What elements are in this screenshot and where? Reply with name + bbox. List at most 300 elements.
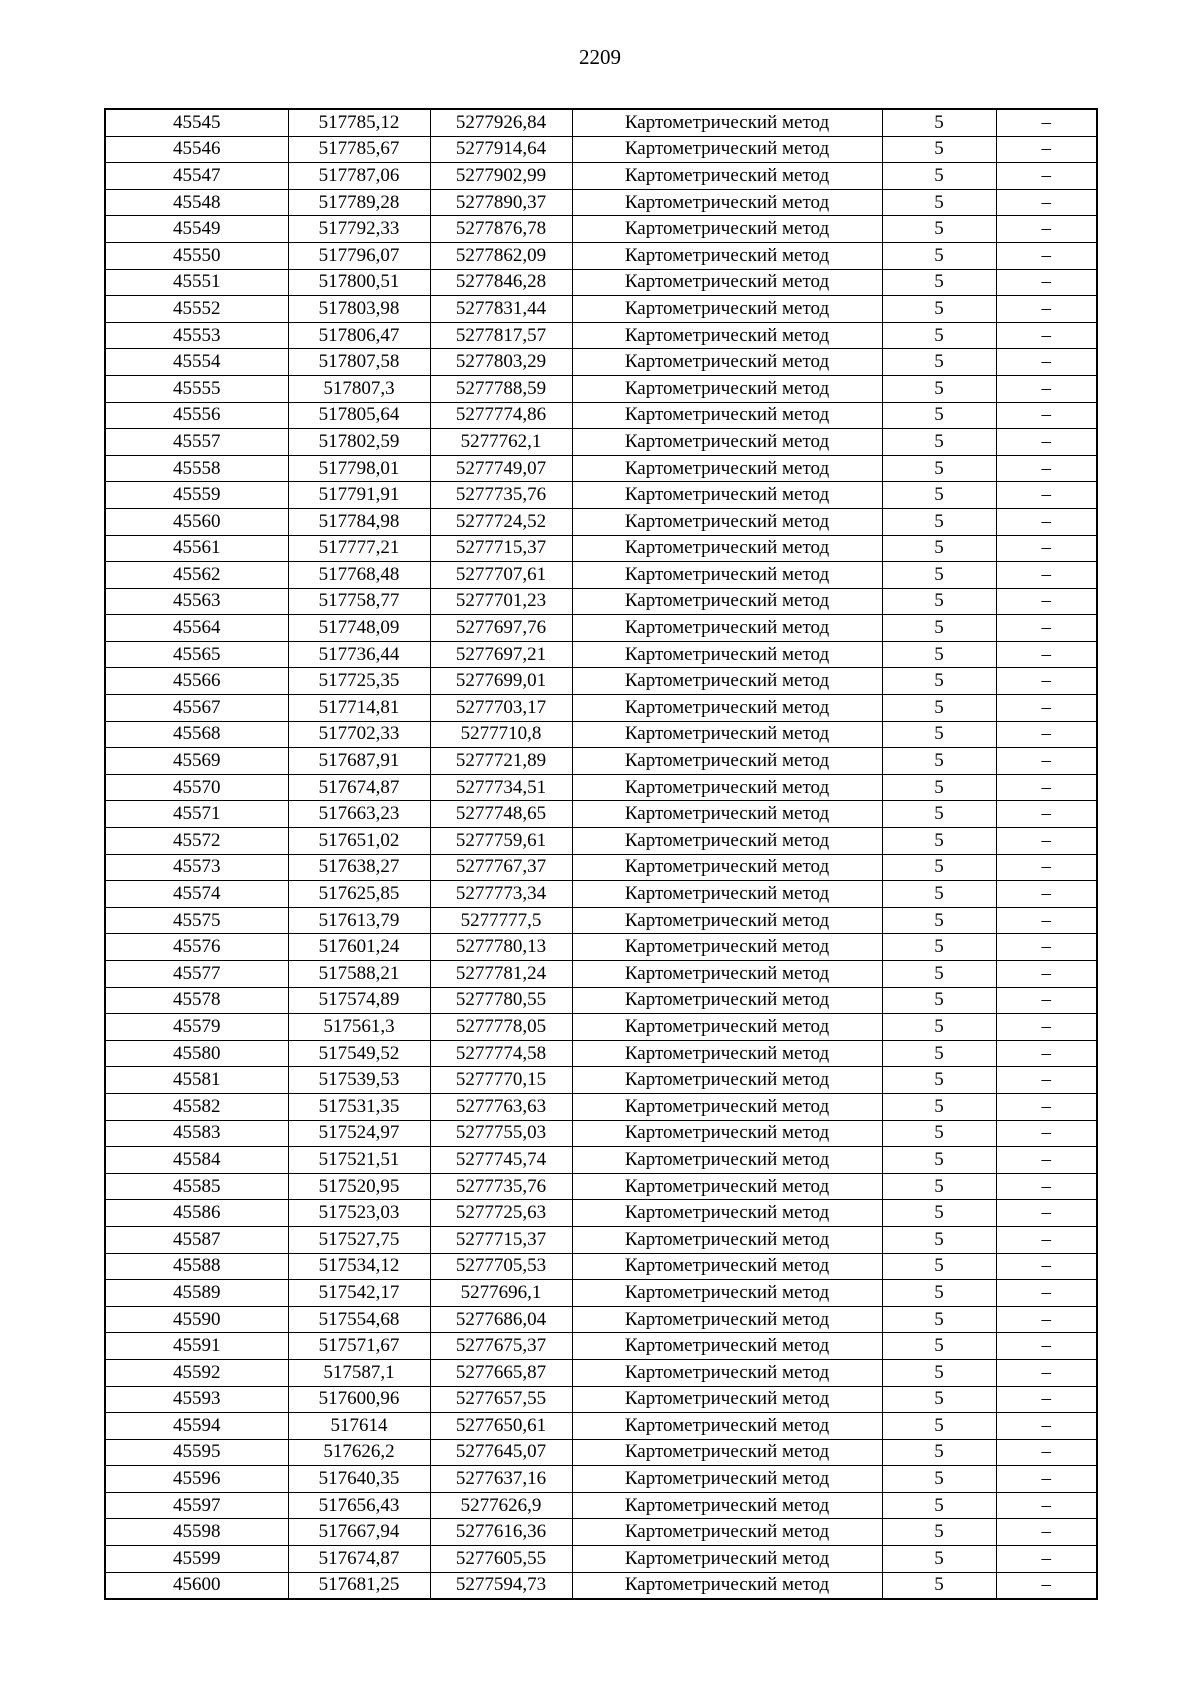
method-cell: Картометрический метод bbox=[572, 109, 882, 136]
table-row bbox=[105, 508, 1097, 535]
method-cell: Картометрический метод bbox=[572, 349, 882, 376]
accuracy-cell: 5 bbox=[882, 668, 996, 695]
x-coordinate-cell: 517638,27 bbox=[288, 854, 430, 881]
y-coordinate-cell: 5277675,37 bbox=[430, 1333, 572, 1360]
point-number-cell: 45590 bbox=[105, 1306, 288, 1333]
y-coordinate-cell: 5277703,17 bbox=[430, 695, 572, 722]
description-cell: – bbox=[996, 1386, 1097, 1413]
point-number-cell: 45553 bbox=[105, 322, 288, 349]
point-number-cell: 45551 bbox=[105, 269, 288, 296]
description-cell: – bbox=[996, 1519, 1097, 1546]
table-row bbox=[105, 1226, 1097, 1253]
accuracy-cell: 5 bbox=[882, 1492, 996, 1519]
table-row bbox=[105, 615, 1097, 642]
x-coordinate-cell: 517640,35 bbox=[288, 1466, 430, 1493]
point-number-cell: 45591 bbox=[105, 1333, 288, 1360]
description-cell: – bbox=[996, 1466, 1097, 1493]
y-coordinate-cell: 5277715,37 bbox=[430, 535, 572, 562]
description-cell: – bbox=[996, 216, 1097, 243]
point-number-cell: 45573 bbox=[105, 854, 288, 881]
x-coordinate-cell: 517796,07 bbox=[288, 242, 430, 269]
x-coordinate-cell: 517725,35 bbox=[288, 668, 430, 695]
point-number-cell: 45599 bbox=[105, 1546, 288, 1573]
y-coordinate-cell: 5277774,86 bbox=[430, 402, 572, 429]
point-number-cell: 45593 bbox=[105, 1386, 288, 1413]
description-cell: – bbox=[996, 721, 1097, 748]
description-cell: – bbox=[996, 1040, 1097, 1067]
point-number-cell: 45574 bbox=[105, 881, 288, 908]
method-cell: Картометрический метод bbox=[572, 322, 882, 349]
table-row bbox=[105, 455, 1097, 482]
y-coordinate-cell: 5277735,76 bbox=[430, 1173, 572, 1200]
x-coordinate-cell: 517787,06 bbox=[288, 163, 430, 190]
description-cell: – bbox=[996, 296, 1097, 323]
description-cell: – bbox=[996, 854, 1097, 881]
x-coordinate-cell: 517613,79 bbox=[288, 907, 430, 934]
point-number-cell: 45566 bbox=[105, 668, 288, 695]
table-row bbox=[105, 1439, 1097, 1466]
y-coordinate-cell: 5277650,61 bbox=[430, 1413, 572, 1440]
x-coordinate-cell: 517803,98 bbox=[288, 296, 430, 323]
method-cell: Картометрический метод bbox=[572, 961, 882, 988]
method-cell: Картометрический метод bbox=[572, 562, 882, 589]
method-cell: Картометрический метод bbox=[572, 668, 882, 695]
description-cell: – bbox=[996, 987, 1097, 1014]
y-coordinate-cell: 5277637,16 bbox=[430, 1466, 572, 1493]
x-coordinate-cell: 517674,87 bbox=[288, 1546, 430, 1573]
accuracy-cell: 5 bbox=[882, 242, 996, 269]
point-number-cell: 45559 bbox=[105, 482, 288, 509]
accuracy-cell: 5 bbox=[882, 828, 996, 855]
point-number-cell: 45586 bbox=[105, 1200, 288, 1227]
x-coordinate-cell: 517805,64 bbox=[288, 402, 430, 429]
point-number-cell: 45564 bbox=[105, 615, 288, 642]
method-cell: Картометрический метод bbox=[572, 1413, 882, 1440]
method-cell: Картометрический метод bbox=[572, 508, 882, 535]
point-number-cell: 45569 bbox=[105, 748, 288, 775]
method-cell: Картометрический метод bbox=[572, 1093, 882, 1120]
y-coordinate-cell: 5277707,61 bbox=[430, 562, 572, 589]
method-cell: Картометрический метод bbox=[572, 189, 882, 216]
point-number-cell: 45562 bbox=[105, 562, 288, 589]
accuracy-cell: 5 bbox=[882, 508, 996, 535]
x-coordinate-cell: 517789,28 bbox=[288, 189, 430, 216]
table-row bbox=[105, 482, 1097, 509]
description-cell: – bbox=[996, 1173, 1097, 1200]
method-cell: Картометрический метод bbox=[572, 615, 882, 642]
description-cell: – bbox=[996, 748, 1097, 775]
x-coordinate-cell: 517601,24 bbox=[288, 934, 430, 961]
description-cell: – bbox=[996, 1306, 1097, 1333]
table-row bbox=[105, 1093, 1097, 1120]
page-number: 2209 bbox=[579, 45, 621, 69]
table-row bbox=[105, 1413, 1097, 1440]
y-coordinate-cell: 5277926,84 bbox=[430, 109, 572, 136]
description-cell: – bbox=[996, 1413, 1097, 1440]
table-row bbox=[105, 1519, 1097, 1546]
table-row bbox=[105, 668, 1097, 695]
accuracy-cell: 5 bbox=[882, 163, 996, 190]
table-row bbox=[105, 1067, 1097, 1094]
method-cell: Картометрический метод bbox=[572, 1333, 882, 1360]
accuracy-cell: 5 bbox=[882, 429, 996, 456]
y-coordinate-cell: 5277721,89 bbox=[430, 748, 572, 775]
accuracy-cell: 5 bbox=[882, 136, 996, 163]
accuracy-cell: 5 bbox=[882, 1386, 996, 1413]
point-number-cell: 45600 bbox=[105, 1572, 288, 1599]
y-coordinate-cell: 5277763,63 bbox=[430, 1093, 572, 1120]
table-row bbox=[105, 1492, 1097, 1519]
y-coordinate-cell: 5277616,36 bbox=[430, 1519, 572, 1546]
table-row bbox=[105, 1359, 1097, 1386]
point-number-cell: 45597 bbox=[105, 1492, 288, 1519]
description-cell: – bbox=[996, 163, 1097, 190]
description-cell: – bbox=[996, 1226, 1097, 1253]
method-cell: Картометрический метод bbox=[572, 216, 882, 243]
accuracy-cell: 5 bbox=[882, 641, 996, 668]
accuracy-cell: 5 bbox=[882, 455, 996, 482]
table-row bbox=[105, 136, 1097, 163]
description-cell: – bbox=[996, 322, 1097, 349]
table-row bbox=[105, 535, 1097, 562]
point-number-cell: 45558 bbox=[105, 455, 288, 482]
point-number-cell: 45572 bbox=[105, 828, 288, 855]
accuracy-cell: 5 bbox=[882, 1226, 996, 1253]
method-cell: Картометрический метод bbox=[572, 1359, 882, 1386]
accuracy-cell: 5 bbox=[882, 1040, 996, 1067]
description-cell: – bbox=[996, 535, 1097, 562]
accuracy-cell: 5 bbox=[882, 1014, 996, 1041]
y-coordinate-cell: 5277645,07 bbox=[430, 1439, 572, 1466]
description-cell: – bbox=[996, 1359, 1097, 1386]
y-coordinate-cell: 5277902,99 bbox=[430, 163, 572, 190]
description-cell: – bbox=[996, 455, 1097, 482]
description-cell: – bbox=[996, 961, 1097, 988]
table-row bbox=[105, 907, 1097, 934]
accuracy-cell: 5 bbox=[882, 907, 996, 934]
table-row bbox=[105, 748, 1097, 775]
method-cell: Картометрический метод bbox=[572, 535, 882, 562]
y-coordinate-cell: 5277780,13 bbox=[430, 934, 572, 961]
description-cell: – bbox=[996, 695, 1097, 722]
accuracy-cell: 5 bbox=[882, 1572, 996, 1599]
accuracy-cell: 5 bbox=[882, 961, 996, 988]
method-cell: Картометрический метод bbox=[572, 1014, 882, 1041]
x-coordinate-cell: 517626,2 bbox=[288, 1439, 430, 1466]
y-coordinate-cell: 5277734,51 bbox=[430, 774, 572, 801]
y-coordinate-cell: 5277697,76 bbox=[430, 615, 572, 642]
method-cell: Картометрический метод bbox=[572, 482, 882, 509]
method-cell: Картометрический метод bbox=[572, 1040, 882, 1067]
method-cell: Картометрический метод bbox=[572, 1466, 882, 1493]
table-row bbox=[105, 1173, 1097, 1200]
description-cell: – bbox=[996, 109, 1097, 136]
method-cell: Картометрический метод bbox=[572, 987, 882, 1014]
accuracy-cell: 5 bbox=[882, 774, 996, 801]
y-coordinate-cell: 5277594,73 bbox=[430, 1572, 572, 1599]
x-coordinate-cell: 517625,85 bbox=[288, 881, 430, 908]
description-cell: – bbox=[996, 242, 1097, 269]
x-coordinate-cell: 517554,68 bbox=[288, 1306, 430, 1333]
accuracy-cell: 5 bbox=[882, 695, 996, 722]
accuracy-cell: 5 bbox=[882, 216, 996, 243]
method-cell: Картометрический метод bbox=[572, 881, 882, 908]
table-row bbox=[105, 854, 1097, 881]
accuracy-cell: 5 bbox=[882, 1306, 996, 1333]
point-number-cell: 45589 bbox=[105, 1280, 288, 1307]
description-cell: – bbox=[996, 641, 1097, 668]
point-number-cell: 45576 bbox=[105, 934, 288, 961]
x-coordinate-cell: 517574,89 bbox=[288, 987, 430, 1014]
method-cell: Картометрический метод bbox=[572, 774, 882, 801]
description-cell: – bbox=[996, 1280, 1097, 1307]
method-cell: Картометрический метод bbox=[572, 1173, 882, 1200]
y-coordinate-cell: 5277696,1 bbox=[430, 1280, 572, 1307]
x-coordinate-cell: 517656,43 bbox=[288, 1492, 430, 1519]
method-cell: Картометрический метод bbox=[572, 907, 882, 934]
description-cell: – bbox=[996, 482, 1097, 509]
description-cell: – bbox=[996, 1546, 1097, 1573]
x-coordinate-cell: 517527,75 bbox=[288, 1226, 430, 1253]
point-number-cell: 45565 bbox=[105, 641, 288, 668]
accuracy-cell: 5 bbox=[882, 402, 996, 429]
accuracy-cell: 5 bbox=[882, 189, 996, 216]
y-coordinate-cell: 5277745,74 bbox=[430, 1147, 572, 1174]
point-number-cell: 45598 bbox=[105, 1519, 288, 1546]
table-row bbox=[105, 1572, 1097, 1599]
description-cell: – bbox=[996, 402, 1097, 429]
point-number-cell: 45560 bbox=[105, 508, 288, 535]
x-coordinate-cell: 517800,51 bbox=[288, 269, 430, 296]
accuracy-cell: 5 bbox=[882, 721, 996, 748]
method-cell: Картометрический метод bbox=[572, 1226, 882, 1253]
method-cell: Картометрический метод bbox=[572, 1546, 882, 1573]
method-cell: Картометрический метод bbox=[572, 1280, 882, 1307]
description-cell: – bbox=[996, 189, 1097, 216]
point-number-cell: 45557 bbox=[105, 429, 288, 456]
table-row bbox=[105, 1280, 1097, 1307]
accuracy-cell: 5 bbox=[882, 854, 996, 881]
table-row bbox=[105, 1040, 1097, 1067]
point-number-cell: 45583 bbox=[105, 1120, 288, 1147]
point-number-cell: 45578 bbox=[105, 987, 288, 1014]
table-row bbox=[105, 109, 1097, 136]
accuracy-cell: 5 bbox=[882, 562, 996, 589]
description-cell: – bbox=[996, 1147, 1097, 1174]
accuracy-cell: 5 bbox=[882, 881, 996, 908]
y-coordinate-cell: 5277777,5 bbox=[430, 907, 572, 934]
accuracy-cell: 5 bbox=[882, 482, 996, 509]
point-number-cell: 45570 bbox=[105, 774, 288, 801]
accuracy-cell: 5 bbox=[882, 296, 996, 323]
x-coordinate-cell: 517549,52 bbox=[288, 1040, 430, 1067]
y-coordinate-cell: 5277773,34 bbox=[430, 881, 572, 908]
table-row bbox=[105, 987, 1097, 1014]
table-row bbox=[105, 801, 1097, 828]
y-coordinate-cell: 5277665,87 bbox=[430, 1359, 572, 1386]
x-coordinate-cell: 517561,3 bbox=[288, 1014, 430, 1041]
description-cell: – bbox=[996, 774, 1097, 801]
x-coordinate-cell: 517777,21 bbox=[288, 535, 430, 562]
table-row bbox=[105, 588, 1097, 615]
accuracy-cell: 5 bbox=[882, 748, 996, 775]
table-row bbox=[105, 429, 1097, 456]
accuracy-cell: 5 bbox=[882, 1253, 996, 1280]
y-coordinate-cell: 5277788,59 bbox=[430, 375, 572, 402]
description-cell: – bbox=[996, 562, 1097, 589]
table-row bbox=[105, 216, 1097, 243]
description-cell: – bbox=[996, 1093, 1097, 1120]
table-row bbox=[105, 189, 1097, 216]
accuracy-cell: 5 bbox=[882, 1359, 996, 1386]
y-coordinate-cell: 5277725,63 bbox=[430, 1200, 572, 1227]
table-row bbox=[105, 375, 1097, 402]
y-coordinate-cell: 5277767,37 bbox=[430, 854, 572, 881]
method-cell: Картометрический метод bbox=[572, 934, 882, 961]
accuracy-cell: 5 bbox=[882, 535, 996, 562]
point-number-cell: 45547 bbox=[105, 163, 288, 190]
accuracy-cell: 5 bbox=[882, 1147, 996, 1174]
method-cell: Картометрический метод bbox=[572, 429, 882, 456]
y-coordinate-cell: 5277701,23 bbox=[430, 588, 572, 615]
description-cell: – bbox=[996, 668, 1097, 695]
description-cell: – bbox=[996, 934, 1097, 961]
point-number-cell: 45581 bbox=[105, 1067, 288, 1094]
accuracy-cell: 5 bbox=[882, 1093, 996, 1120]
point-number-cell: 45588 bbox=[105, 1253, 288, 1280]
x-coordinate-cell: 517523,03 bbox=[288, 1200, 430, 1227]
accuracy-cell: 5 bbox=[882, 109, 996, 136]
description-cell: – bbox=[996, 881, 1097, 908]
point-number-cell: 45579 bbox=[105, 1014, 288, 1041]
x-coordinate-cell: 517524,97 bbox=[288, 1120, 430, 1147]
method-cell: Картометрический метод bbox=[572, 402, 882, 429]
point-number-cell: 45554 bbox=[105, 349, 288, 376]
method-cell: Картометрический метод bbox=[572, 1306, 882, 1333]
table-row bbox=[105, 163, 1097, 190]
method-cell: Картометрический метод bbox=[572, 641, 882, 668]
y-coordinate-cell: 5277770,15 bbox=[430, 1067, 572, 1094]
table-row bbox=[105, 1386, 1097, 1413]
method-cell: Картометрический метод bbox=[572, 1519, 882, 1546]
y-coordinate-cell: 5277876,78 bbox=[430, 216, 572, 243]
method-cell: Картометрический метод bbox=[572, 854, 882, 881]
description-cell: – bbox=[996, 1572, 1097, 1599]
table-row bbox=[105, 695, 1097, 722]
x-coordinate-cell: 517663,23 bbox=[288, 801, 430, 828]
y-coordinate-cell: 5277846,28 bbox=[430, 269, 572, 296]
table-row bbox=[105, 641, 1097, 668]
y-coordinate-cell: 5277705,53 bbox=[430, 1253, 572, 1280]
point-number-cell: 45594 bbox=[105, 1413, 288, 1440]
x-coordinate-cell: 517802,59 bbox=[288, 429, 430, 456]
point-number-cell: 45545 bbox=[105, 109, 288, 136]
y-coordinate-cell: 5277914,64 bbox=[430, 136, 572, 163]
method-cell: Картометрический метод bbox=[572, 242, 882, 269]
y-coordinate-cell: 5277862,09 bbox=[430, 242, 572, 269]
y-coordinate-cell: 5277699,01 bbox=[430, 668, 572, 695]
y-coordinate-cell: 5277759,61 bbox=[430, 828, 572, 855]
description-cell: – bbox=[996, 429, 1097, 456]
table-row bbox=[105, 269, 1097, 296]
x-coordinate-cell: 517674,87 bbox=[288, 774, 430, 801]
accuracy-cell: 5 bbox=[882, 1200, 996, 1227]
y-coordinate-cell: 5277781,24 bbox=[430, 961, 572, 988]
y-coordinate-cell: 5277710,8 bbox=[430, 721, 572, 748]
x-coordinate-cell: 517531,35 bbox=[288, 1093, 430, 1120]
table-row bbox=[105, 1466, 1097, 1493]
x-coordinate-cell: 517542,17 bbox=[288, 1280, 430, 1307]
accuracy-cell: 5 bbox=[882, 615, 996, 642]
method-cell: Картометрический метод bbox=[572, 748, 882, 775]
table-row bbox=[105, 721, 1097, 748]
y-coordinate-cell: 5277774,58 bbox=[430, 1040, 572, 1067]
table-row bbox=[105, 1200, 1097, 1227]
table-row bbox=[105, 402, 1097, 429]
description-cell: – bbox=[996, 375, 1097, 402]
x-coordinate-cell: 517687,91 bbox=[288, 748, 430, 775]
point-number-cell: 45550 bbox=[105, 242, 288, 269]
method-cell: Картометрический метод bbox=[572, 588, 882, 615]
accuracy-cell: 5 bbox=[882, 1173, 996, 1200]
description-cell: – bbox=[996, 828, 1097, 855]
description-cell: – bbox=[996, 1120, 1097, 1147]
accuracy-cell: 5 bbox=[882, 1067, 996, 1094]
y-coordinate-cell: 5277755,03 bbox=[430, 1120, 572, 1147]
table-row bbox=[105, 296, 1097, 323]
y-coordinate-cell: 5277724,52 bbox=[430, 508, 572, 535]
point-number-cell: 45548 bbox=[105, 189, 288, 216]
method-cell: Картометрический метод bbox=[572, 1200, 882, 1227]
point-number-cell: 45582 bbox=[105, 1093, 288, 1120]
accuracy-cell: 5 bbox=[882, 934, 996, 961]
x-coordinate-cell: 517587,1 bbox=[288, 1359, 430, 1386]
table-row bbox=[105, 828, 1097, 855]
method-cell: Картометрический метод bbox=[572, 1572, 882, 1599]
description-cell: – bbox=[996, 1439, 1097, 1466]
description-cell: – bbox=[996, 801, 1097, 828]
x-coordinate-cell: 517534,12 bbox=[288, 1253, 430, 1280]
point-number-cell: 45596 bbox=[105, 1466, 288, 1493]
accuracy-cell: 5 bbox=[882, 375, 996, 402]
description-cell: – bbox=[996, 508, 1097, 535]
y-coordinate-cell: 5277657,55 bbox=[430, 1386, 572, 1413]
accuracy-cell: 5 bbox=[882, 588, 996, 615]
method-cell: Картометрический метод bbox=[572, 721, 882, 748]
point-number-cell: 45555 bbox=[105, 375, 288, 402]
accuracy-cell: 5 bbox=[882, 269, 996, 296]
y-coordinate-cell: 5277762,1 bbox=[430, 429, 572, 456]
x-coordinate-cell: 517748,09 bbox=[288, 615, 430, 642]
x-coordinate-cell: 517651,02 bbox=[288, 828, 430, 855]
table-row bbox=[105, 1253, 1097, 1280]
accuracy-cell: 5 bbox=[882, 1519, 996, 1546]
method-cell: Картометрический метод bbox=[572, 1253, 882, 1280]
table-row bbox=[105, 881, 1097, 908]
method-cell: Картометрический метод bbox=[572, 269, 882, 296]
method-cell: Картометрический метод bbox=[572, 1120, 882, 1147]
method-cell: Картометрический метод bbox=[572, 1067, 882, 1094]
x-coordinate-cell: 517539,53 bbox=[288, 1067, 430, 1094]
y-coordinate-cell: 5277686,04 bbox=[430, 1306, 572, 1333]
y-coordinate-cell: 5277626,9 bbox=[430, 1492, 572, 1519]
description-cell: – bbox=[996, 1014, 1097, 1041]
table-row bbox=[105, 322, 1097, 349]
point-number-cell: 45556 bbox=[105, 402, 288, 429]
table-row bbox=[105, 1147, 1097, 1174]
table-row bbox=[105, 1014, 1097, 1041]
point-number-cell: 45577 bbox=[105, 961, 288, 988]
